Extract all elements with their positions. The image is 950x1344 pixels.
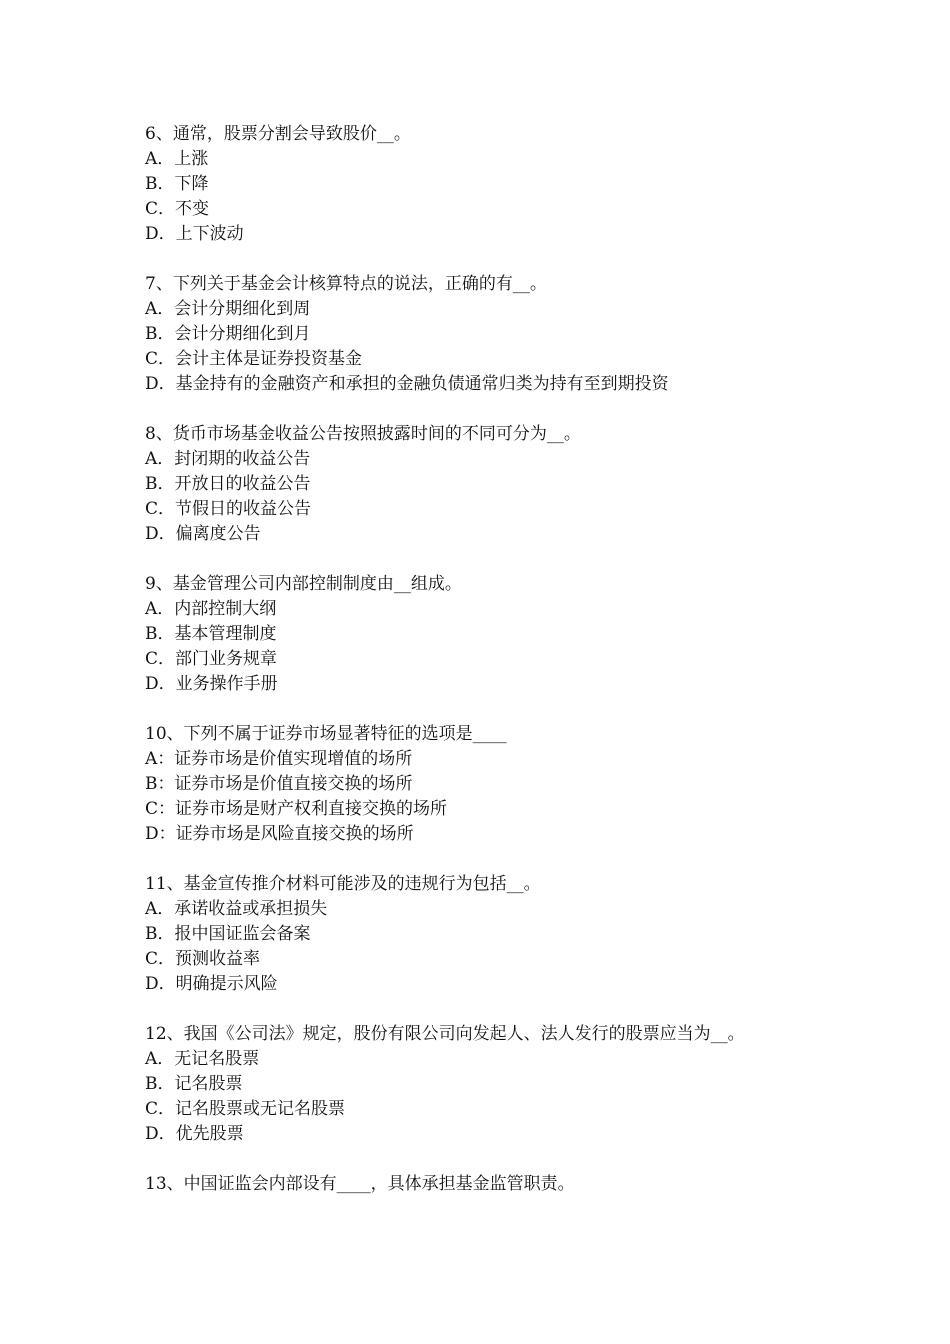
question-8	[145, 422, 865, 547]
option-b: B．记名股票	[145, 1074, 243, 1094]
option-c: C．记名股票或无记名股票	[145, 1099, 346, 1119]
option-a: A．会计分期细化到周	[145, 299, 311, 319]
question-stem: 12、我国《公司法》规定，股份有限公司向发起人、法人发行的股票应当为__。	[145, 1024, 745, 1044]
option-b: B．报中国证监会备案	[145, 924, 311, 944]
option-c: C．节假日的收益公告	[145, 499, 312, 519]
option-c: C．会计主体是证券投资基金	[145, 349, 363, 369]
option-d: D：证券市场是风险直接交换的场所	[145, 824, 414, 844]
question-10	[145, 722, 865, 847]
option-a: A．内部控制大纲	[145, 599, 277, 619]
question-stem: 8、货币市场基金收益公告按照披露时间的不同可分为__。	[145, 424, 581, 444]
option-d: D．优先股票	[145, 1124, 244, 1144]
option-c: C．部门业务规章	[145, 649, 278, 669]
option-b: B．会计分期细化到月	[145, 324, 311, 344]
option-b: B：证券市场是价值直接交换的场所	[145, 774, 413, 794]
option-c: C．预测收益率	[145, 949, 261, 969]
option-d: D．上下波动	[145, 224, 244, 244]
question-stem: 11、基金宣传推介材料可能涉及的违规行为包括__。	[145, 874, 541, 894]
question-11	[145, 872, 865, 997]
option-a: A．封闭期的收益公告	[145, 449, 311, 469]
question-stem: 13、中国证监会内部设有____，具体承担基金监管职责。	[145, 1174, 575, 1194]
question-12	[145, 1022, 865, 1147]
option-b: B．基本管理制度	[145, 624, 277, 644]
option-d: D．业务操作手册	[145, 674, 278, 694]
option-d: D．明确提示风险	[145, 974, 278, 994]
option-a: A．上涨	[145, 149, 209, 169]
document-page	[145, 122, 865, 1222]
option-a: A：证券市场是价值实现增值的场所	[145, 749, 413, 769]
question-7	[145, 272, 865, 397]
option-a: A．承诺收益或承担损失	[145, 899, 328, 919]
option-d: D．基金持有的金融资产和承担的金融负债通常归类为持有至到期投资	[145, 374, 669, 394]
option-b: B．开放日的收益公告	[145, 474, 311, 494]
option-c: C．不变	[145, 199, 210, 219]
option-d: D．偏离度公告	[145, 524, 261, 544]
question-stem: 10、下列不属于证券市场显著特征的选项是____	[145, 724, 507, 744]
question-stem: 9、基金管理公司内部控制制度由__组成。	[145, 574, 462, 594]
question-13	[145, 1172, 865, 1197]
option-a: A．无记名股票	[145, 1049, 260, 1069]
question-stem: 7、下列关于基金会计核算特点的说法，正确的有__。	[145, 274, 547, 294]
option-c: C：证券市场是财产权利直接交换的场所	[145, 799, 448, 819]
question-stem: 6、通常，股票分割会导致股价__。	[145, 124, 411, 144]
question-9	[145, 572, 865, 697]
question-6	[145, 122, 865, 247]
option-b: B．下降	[145, 174, 209, 194]
